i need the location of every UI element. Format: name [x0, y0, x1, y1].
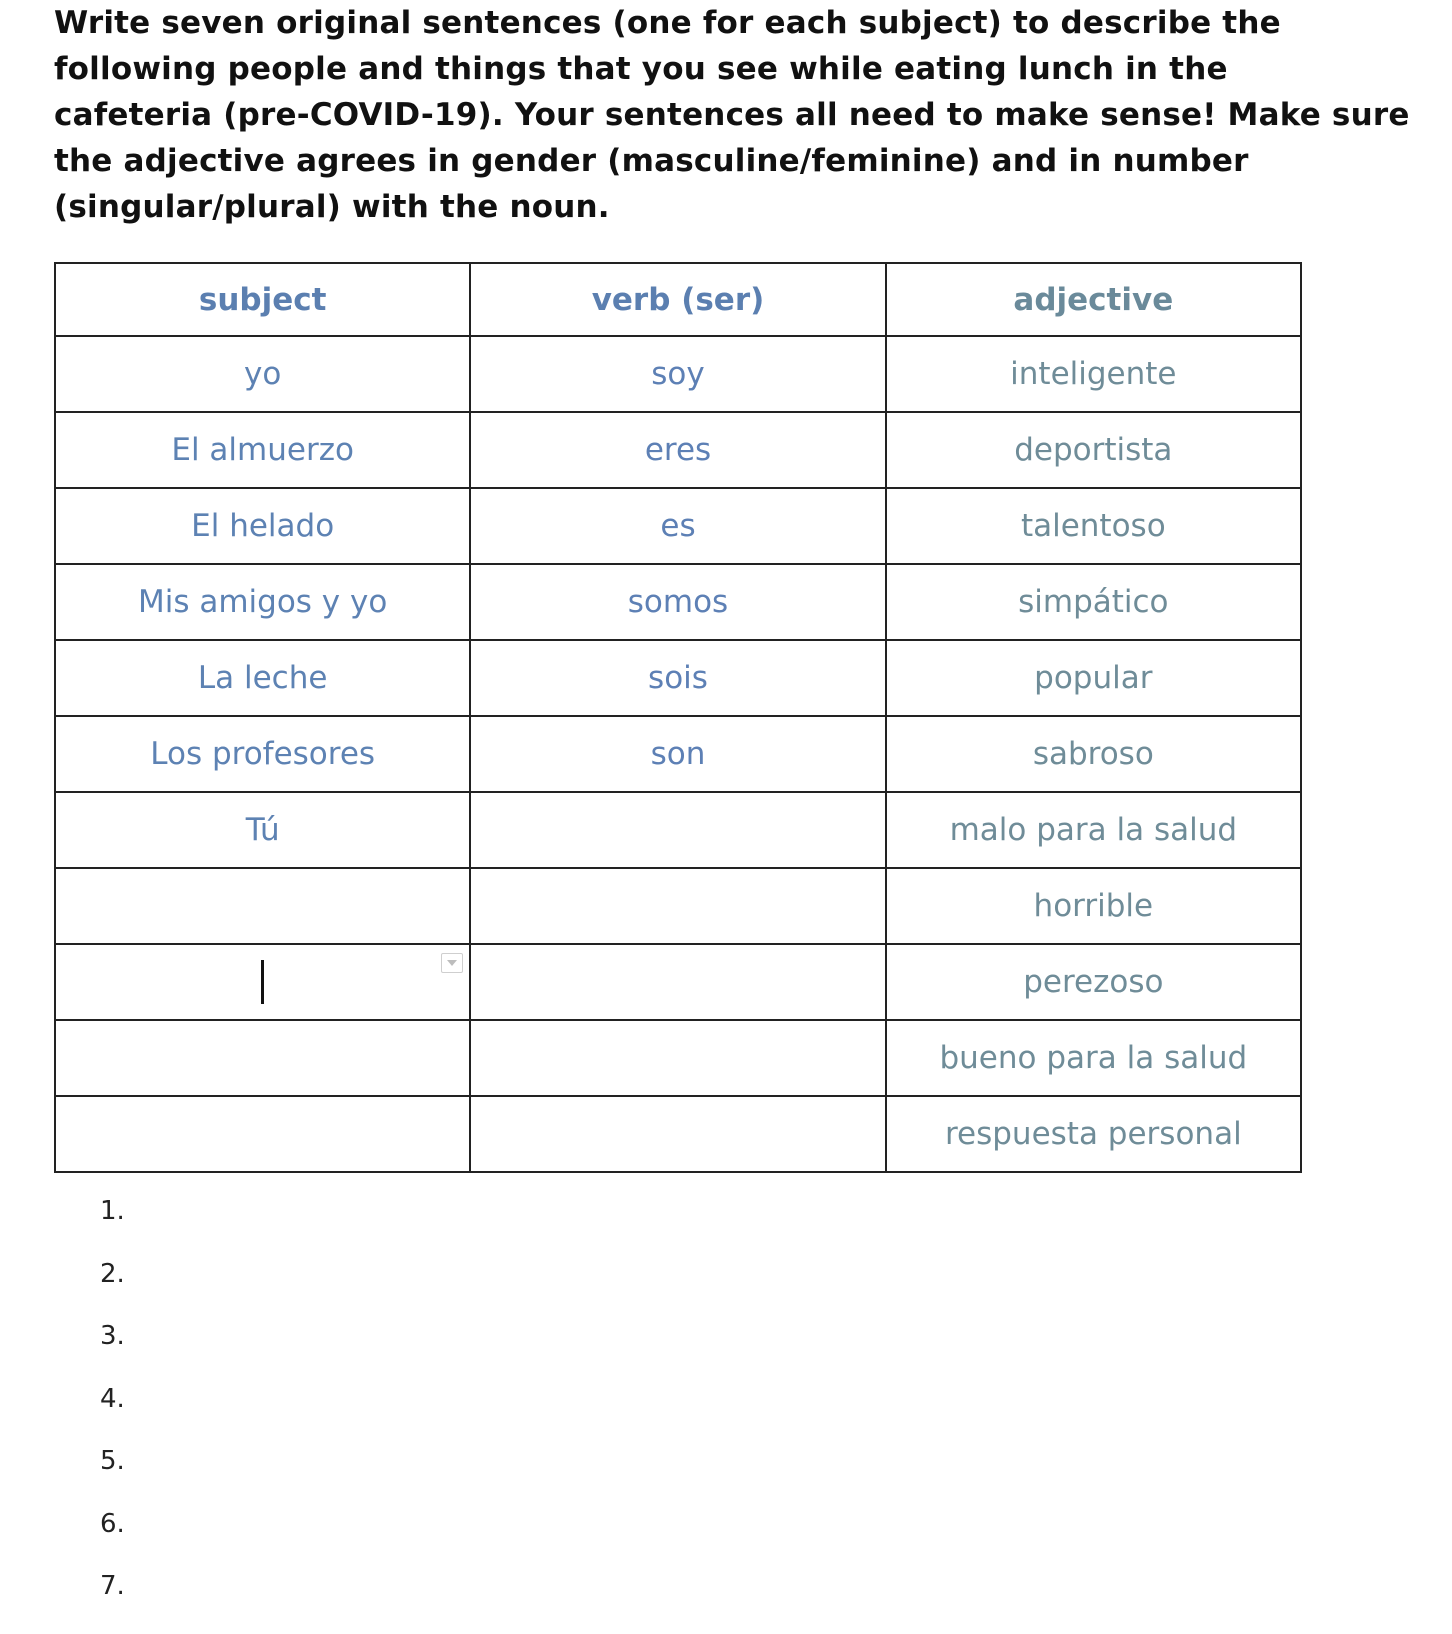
answer-number: 5. [100, 1446, 125, 1476]
instructions-line: the adjective agrees in gender (masculine/feminine) and in number [54, 143, 1249, 179]
adjective-cell[interactable]: respuesta personal [886, 1096, 1301, 1172]
table-row [55, 564, 1301, 640]
table-row [55, 792, 1301, 868]
verb-cell[interactable]: son [470, 716, 885, 792]
table-row [55, 716, 1301, 792]
subject-cell[interactable]: yo [55, 336, 470, 412]
header-verb: verb (ser) [470, 263, 885, 336]
table-row [55, 1096, 1301, 1172]
verb-cell[interactable] [470, 1020, 885, 1096]
answer-number: 2. [100, 1258, 125, 1289]
answer-list [0, 1196, 125, 1634]
answer-line[interactable] [0, 1196, 125, 1259]
instructions-line: following people and things that you see while eating lunch in the [54, 51, 1228, 87]
verb-cell[interactable]: eres [470, 412, 885, 488]
subject-cell[interactable]: Tú [55, 792, 470, 868]
vocabulary-table [54, 262, 1302, 1173]
table-row [55, 488, 1301, 564]
answer-number: 4. [100, 1383, 125, 1414]
answer-number: 6. [100, 1508, 125, 1539]
adjective-cell[interactable]: inteligente [886, 336, 1301, 412]
instructions-line: cafeteria (pre-COVID-19). Your sentences all need to make sense! Make sure [54, 97, 1410, 133]
table-row [55, 944, 1301, 1020]
table-row [55, 336, 1301, 412]
adjective-cell[interactable]: popular [886, 640, 1301, 716]
adjective-cell[interactable]: perezoso [886, 944, 1301, 1020]
adjective-cell[interactable]: bueno para la salud [886, 1020, 1301, 1096]
table-row [55, 1020, 1301, 1096]
verb-cell[interactable] [470, 792, 885, 868]
answer-line[interactable] [0, 1321, 125, 1384]
header-subject: subject [55, 263, 470, 336]
answer-line[interactable] [0, 1446, 125, 1509]
table-row [55, 412, 1301, 488]
instructions-line: Write seven original sentences (one for each subject) to describe the [54, 5, 1281, 41]
subject-cell-active[interactable] [55, 944, 470, 1020]
adjective-cell[interactable]: sabroso [886, 716, 1301, 792]
subject-cell[interactable]: El helado [55, 488, 470, 564]
adjective-cell[interactable]: malo para la salud [886, 792, 1301, 868]
answer-line[interactable] [0, 1509, 125, 1572]
adjective-cell[interactable]: horrible [886, 868, 1301, 944]
subject-cell[interactable]: La leche [55, 640, 470, 716]
verb-cell[interactable]: soy [470, 336, 885, 412]
answer-line[interactable] [0, 1259, 125, 1322]
answer-number: 7. [100, 1571, 125, 1601]
answer-number: 3. [100, 1321, 125, 1351]
answer-line[interactable] [0, 1571, 125, 1634]
instructions-paragraph [54, 0, 1410, 230]
subject-cell[interactable] [55, 868, 470, 944]
text-cursor [261, 960, 264, 1004]
subject-cell[interactable]: Los profesores [55, 716, 470, 792]
answer-number: 1. [100, 1196, 125, 1226]
verb-cell[interactable] [470, 868, 885, 944]
adjective-cell[interactable]: deportista [886, 412, 1301, 488]
answer-line[interactable] [0, 1384, 125, 1447]
table-row [55, 868, 1301, 944]
verb-cell[interactable]: sois [470, 640, 885, 716]
table-header-row [55, 263, 1301, 336]
instructions-line: (singular/plural) with the noun. [54, 189, 610, 225]
subject-cell[interactable]: Mis amigos y yo [55, 564, 470, 640]
subject-cell[interactable] [55, 1020, 470, 1096]
subject-cell[interactable]: El almuerzo [55, 412, 470, 488]
adjective-cell[interactable]: talentoso [886, 488, 1301, 564]
verb-cell[interactable] [470, 944, 885, 1020]
adjective-cell[interactable]: simpático [886, 564, 1301, 640]
verb-cell[interactable]: es [470, 488, 885, 564]
header-adjective: adjective [886, 263, 1301, 336]
verb-cell[interactable] [470, 1096, 885, 1172]
chevron-down-icon[interactable] [441, 953, 463, 973]
table-row [55, 640, 1301, 716]
verb-cell[interactable]: somos [470, 564, 885, 640]
subject-cell[interactable] [55, 1096, 470, 1172]
